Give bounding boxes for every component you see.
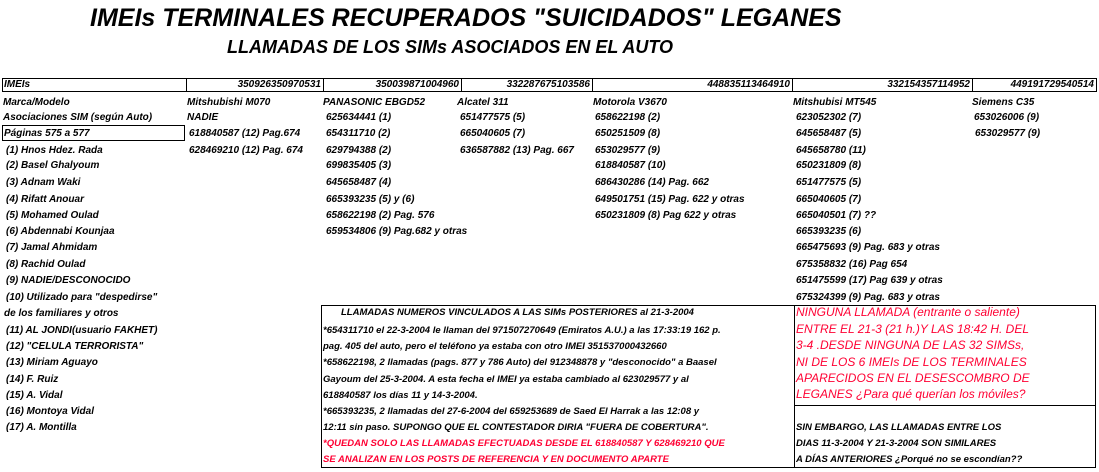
list-item: (17) A. Montilla <box>6 422 77 433</box>
sim-entry: 699835405 (3) <box>326 160 392 171</box>
model-name: Motorola V3670 <box>593 97 667 108</box>
marca-label: Marca/Modelo <box>3 97 70 108</box>
list-item: (14) F. Ruiz <box>6 374 59 385</box>
red-box-line: ENTRE EL 21-3 (21 h.)Y LAS 18:42 H. DEL <box>796 322 1030 336</box>
sim-entry: 665475693 (9) Pag. 683 y otras <box>796 242 940 253</box>
note-red-line: SE ANALIZAN EN LOS POSTS DE REFERENCIA Y EN DOCUMENTO APARTE <box>323 454 669 465</box>
note-line: 12:11 sin paso. SUPONGO QUE EL CONTESTADOR DIRIA "FUERA DE COBERTURA". <box>323 422 709 433</box>
red-box-line: LEGANES ¿Para qué querían los móviles? <box>796 387 1026 401</box>
model-name: PANASONIC EBGD52 <box>323 97 426 108</box>
red-box-line: 3-4 .DESDE NINGUNA DE LAS 32 SIMSs, <box>796 338 1025 352</box>
note-line: Gayoum del 25-3-2004. A esta fecha el IMEI ya estaba cambiado al 623029577 y al <box>323 374 689 385</box>
asociacion-value: 651477575 (5) <box>460 112 526 123</box>
imei-value: 332154357114952 <box>793 79 973 91</box>
asociaciones-label: Asociaciones SIM (según Auto) <box>3 112 153 123</box>
model-name: Mitshubisi MT545 <box>793 97 877 108</box>
sim-entry: 645658780 (11) <box>796 145 866 156</box>
list-item: (4) Rifatt Anouar <box>6 194 84 205</box>
list-item: (6) Abdennabi Kounjaa <box>6 226 115 237</box>
red-box-line: NINGUNA LLAMADA (entrante o saliente) <box>796 305 1020 319</box>
imei-value: 449191729540514 <box>1010 79 1094 90</box>
page-title: IMEIs TERMINALES RECUPERADOS "SUICIDADOS" LEGANES <box>90 4 842 32</box>
sim-entry: 686430286 (14) Pag. 662 <box>595 177 709 188</box>
note-line: 618840587 los días 11 y 14-3-2004. <box>323 390 478 401</box>
sim-entry: 675358832 (16) Pag 654 <box>796 259 908 270</box>
sim-entry: 651477575 (5) <box>796 177 862 188</box>
note-line: *654311710 el 22-3-2004 le llaman del 971507270649 (Emiratos A.U.) a las 17:33:19 162 p. <box>323 325 721 336</box>
list-item: (3) Adnam Waki <box>6 177 81 188</box>
sim-entry: 628469210 (12) Pag. 674 <box>189 145 303 156</box>
imei-value: 350926350970531 <box>187 79 324 91</box>
list-item: (2) Basel Ghalyoum <box>6 160 100 171</box>
sim-entry: 658622198 (2) Pag. 576 <box>326 210 435 221</box>
right-box-line: DIAS 11-3-2004 Y 21-3-2004 SON SIMILARES <box>796 438 997 449</box>
asociacion-value: 653026006 (9) <box>974 112 1040 123</box>
sim-entry: 665040605 (7) <box>460 128 526 139</box>
list-item: (15) A. Vidal <box>6 390 63 401</box>
sim-entry: 675324399 (9) Pag. 683 y otras <box>796 292 940 303</box>
list-item: (8) Rachid Oulad <box>6 259 86 270</box>
list-item: (11) AL JONDI(usuario FAKHET) <box>6 325 158 336</box>
imei-value: 332287675103586 <box>462 79 593 91</box>
model-name: Siemens C35 <box>972 97 1035 108</box>
asociacion-value: 658622198 (2) <box>595 112 661 123</box>
notes-heading: LLAMADAS NUMEROS VINCULADOS A LAS SIMs POSTERIORES al 21-3-2004 <box>341 307 694 318</box>
note-line: pag. 405 del auto, pero el teléfono ya estaba con otro IMEI 351537000432660 <box>323 341 667 352</box>
sim-entry: 653029577 (9) <box>975 128 1041 139</box>
sim-entry: 649501751 (15) Pag. 622 y otras <box>595 194 745 205</box>
imei-row <box>2 78 1097 92</box>
list-item: (9) NADIE/DESCONOCIDO <box>6 275 131 286</box>
red-box-line: NI DE LOS 6 IMEIs DE LOS TERMINALES <box>796 355 1027 369</box>
sim-entry: 618840587 (12) Pag.674 <box>189 128 301 139</box>
note-line: *665393235, 2 llamadas del 27-6-2004 del 659253689 de Saed El Harrak a las 12:08 y <box>323 406 700 417</box>
sim-entry: 650251509 (8) <box>595 128 661 139</box>
list-item: (16) Montoya Vidal <box>6 406 94 417</box>
sim-entry: 665393235 (5) y (6) <box>326 194 415 205</box>
list-item: (10) Utilizado para "despedirse" <box>6 292 158 303</box>
list-item: (12) "CELULA TERRORISTA" <box>6 341 144 352</box>
sim-entry: 645658487 (5) <box>796 128 862 139</box>
imei-value: 350039871004960 <box>324 79 462 91</box>
sim-entry: 650231809 (8) Pag 622 y otras <box>595 210 737 221</box>
asociacion-value: NADIE <box>187 112 219 123</box>
note-line: *658622198, 2 llamadas (pags. 877 y 786 Auto) del 912348878 y "desconocido" a Baasel <box>323 357 717 368</box>
sim-entry: 659534806 (9) Pag.682 y otras <box>326 226 468 237</box>
asociacion-value: 625634441 (1) <box>326 112 392 123</box>
list-item: Páginas 575 a 577 <box>4 128 90 139</box>
sim-entry: 665040605 (7) <box>796 194 862 205</box>
sim-entry: 654311710 (2) <box>326 128 391 139</box>
sim-entry: 653029577 (9) <box>595 145 661 156</box>
sim-entry: 618840587 (10) <box>595 160 666 171</box>
sim-entry: 645658487 (4) <box>326 177 392 188</box>
model-name: Alcatel 311 <box>457 97 509 108</box>
sim-entry: 665393235 (6) <box>796 226 862 237</box>
sim-entry: 665040501 (7) ?? <box>796 210 877 221</box>
list-item: (1) Hnos Hdez. Rada <box>6 145 103 156</box>
red-box-line: APARECIDOS EN EL DESESCOMBRO DE <box>796 371 1030 385</box>
list-item: (7) Jamal Ahmidam <box>6 242 98 253</box>
list-item: (13) Miriam Aguayo <box>6 357 98 368</box>
sim-entry: 651475599 (17) Pag 639 y otras <box>796 275 943 286</box>
imei-label: IMEIs <box>3 79 187 91</box>
model-name: Mitshubishi M070 <box>187 97 271 108</box>
sim-entry: 636587882 (13) Pag. 667 <box>460 145 574 156</box>
right-box-line: SIN EMBARGO, LAS LLAMADAS ENTRE LOS <box>796 422 1002 433</box>
list-item: de los familiares y otros <box>4 308 119 319</box>
right-box-line: A DÍAS ANTERIORES ¿Porqué no se escondían?? <box>796 454 1023 465</box>
page-subtitle: LLAMADAS DE LOS SIMs ASOCIADOS EN EL AUTO <box>227 37 674 57</box>
imei-value: 448835113464910 <box>593 79 793 91</box>
list-item: (5) Mohamed Oulad <box>6 210 99 221</box>
note-red-line: *QUEDAN SOLO LAS LLAMADAS EFECTUADAS DESDE EL 618840587 Y 628469210 QUE <box>323 438 725 449</box>
sim-entry: 650231809 (8) <box>796 160 862 171</box>
sim-entry: 629794388 (2) <box>326 145 392 156</box>
asociacion-value: 623052302 (7) <box>796 112 862 123</box>
